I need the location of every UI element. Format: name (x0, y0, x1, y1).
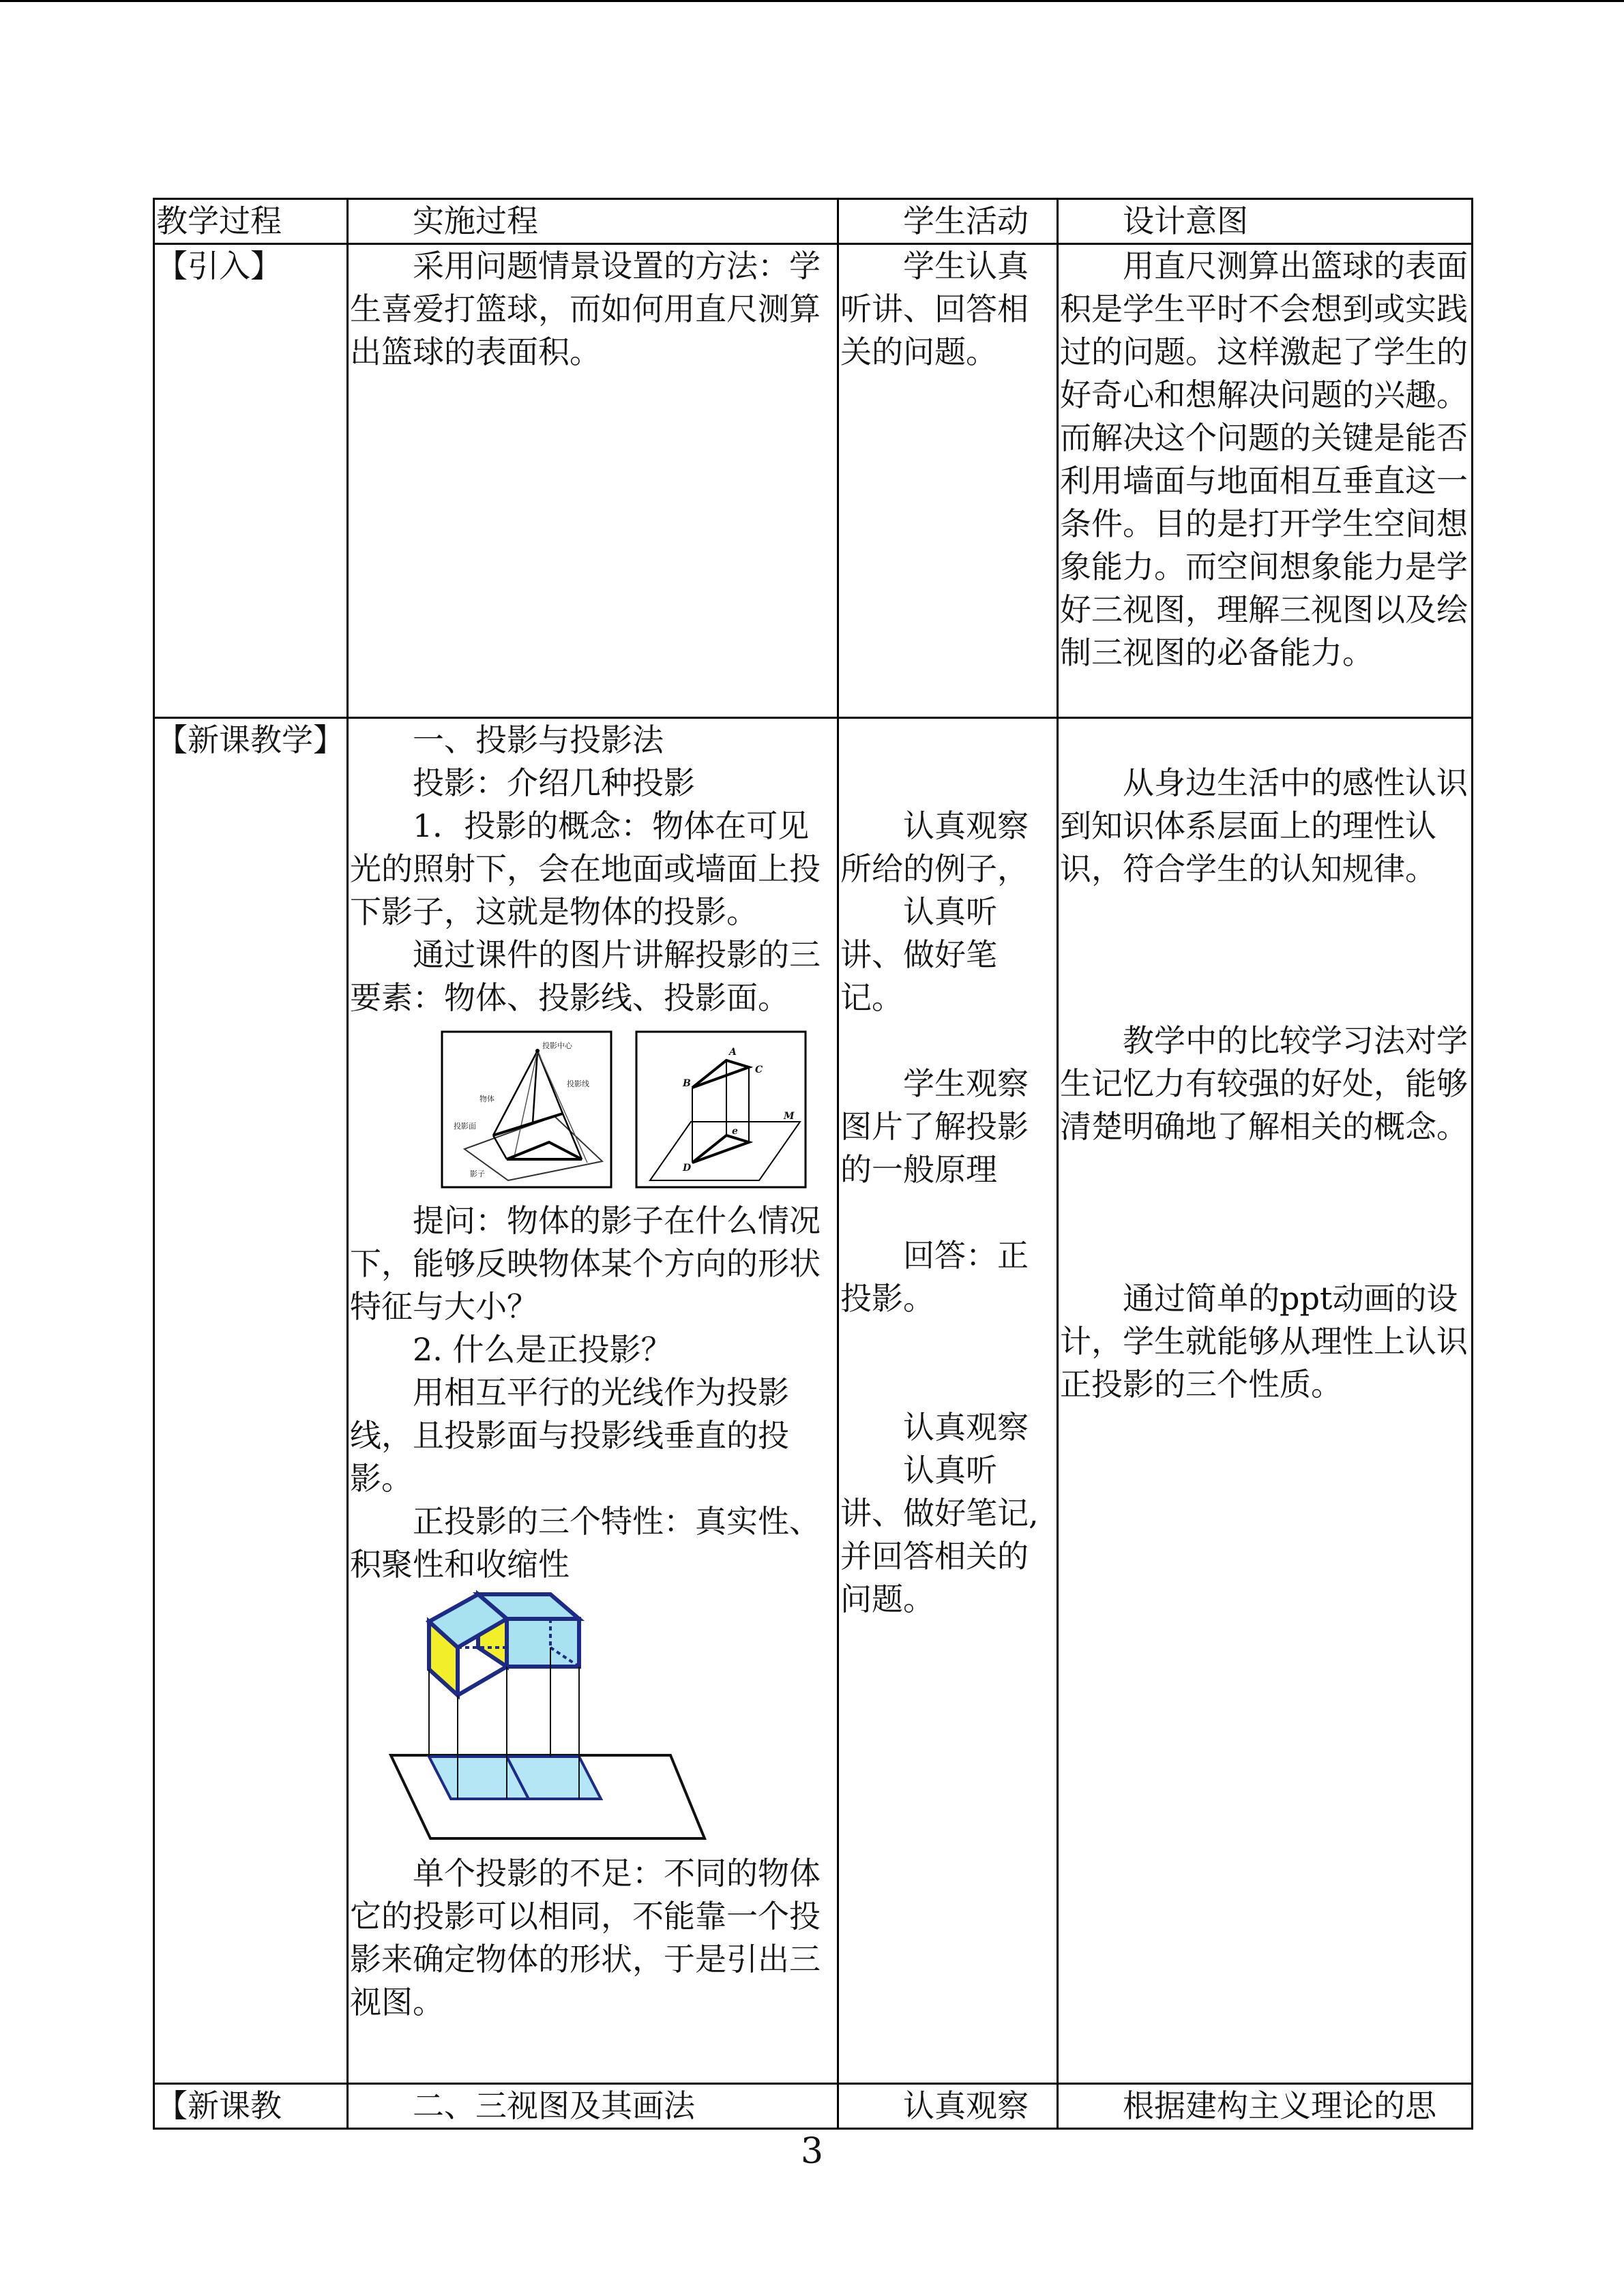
label-object: 物体 (479, 1094, 494, 1103)
process-cell: 采用问题情景设置的方法：学生喜爱打篮球，而如何用直尺测算出篮球的表面积。 (348, 244, 838, 718)
top-border (0, 0, 1624, 2)
activity-cell: 学生认真听讲、回答相关的问题。 (838, 244, 1058, 718)
page-number: 3 (800, 2131, 824, 2172)
label-c: C (755, 1064, 763, 1075)
orthographic-house-figure (350, 1586, 838, 1852)
stage-cell: 【新课教 (154, 2084, 348, 2129)
table-row (154, 718, 1473, 2084)
table-row (154, 2084, 1473, 2129)
parallel-projection-figure (636, 1032, 806, 1187)
intent-cell: 用直尺测算出篮球的表面积是学生平时不会想到或实践过的问题。这样激起了学生的好奇心和想解决问题的兴趣。而解决这个问题的关键是能否利用墙面与地面相互垂直这一条件。目的是打开学生空间想象能力。而空间想象能力是学好三视图，理解三视图以及绘制三视图的必备能力。 (1058, 244, 1473, 718)
label-e: e (732, 1126, 738, 1137)
projection-figures (350, 1019, 838, 1199)
central-projection-figure (442, 1032, 611, 1187)
label-b: B (683, 1078, 691, 1089)
intent-cell: 根据建构主义理论的思 (1058, 2084, 1473, 2129)
process-cell: 一、投影与投影法 投影：介绍几种投影 1．投影的概念：物体在可见光的照射下，会在地面或墙面上投下影子，这就是物体的投影。 通过课件的图片讲解投影的三要素：物体、投影线、投影面。 投影中心 投影线 物体 投影面 影子 A B C D e M 提问：物体的影子在什么情况下，能够反映物体某个方向的形状特征与大小？ 2. 什么是正投影？ 用相互平行的光线作为投影线，且投影面与投影线垂直的投影。 正投影的三个特性：真实性、积聚性和收缩性 单个投影的不足：不同的物体它的投影可以相同，不能靠一个投影来确定物体的形状，于是引出三视图。 (348, 718, 838, 2084)
label-projection-center: 投影中心 (542, 1041, 572, 1050)
label-m: M (784, 1111, 795, 1122)
label-plane: 投影面 (454, 1122, 476, 1131)
stage-cell: 【新课教学】 (154, 718, 348, 2084)
activity-cell: 认真观察 (838, 2084, 1058, 2129)
stage-cell: 【引入】 (154, 244, 348, 718)
header-activity: 学生活动 (838, 199, 1058, 244)
header-process: 实施过程 (348, 199, 838, 244)
header-intent: 设计意图 (1058, 199, 1473, 244)
label-projection-line: 投影线 (567, 1079, 589, 1088)
header-stage: 教学过程 (154, 199, 348, 244)
intent-cell: 从身边生活中的感性认识到知识体系层面上的理性认识，符合学生的认知规律。 教学中的比较学习法对学生记忆力有较强的好处，能够清楚明确地了解相关的概念。 通过简单的ppt动画的设计，学生就能够从理性上认识正投影的三个性质。 (1058, 718, 1473, 2084)
activity-cell: 认真观察所给的例子， 认真听讲、做好笔记。 学生观察图片了解投影的一般原理 回答：正投影。 认真观察 认真听讲、做好笔记,并回答相关的问题。 (838, 718, 1058, 2084)
table-header-row (154, 199, 1473, 244)
process-cell: 二、三视图及其画法 (348, 2084, 838, 2129)
label-d: D (683, 1163, 692, 1174)
label-a: A (729, 1047, 737, 1058)
table-row (154, 244, 1473, 718)
label-shadow: 影子 (470, 1169, 485, 1178)
lesson-plan-table (153, 198, 1473, 2130)
